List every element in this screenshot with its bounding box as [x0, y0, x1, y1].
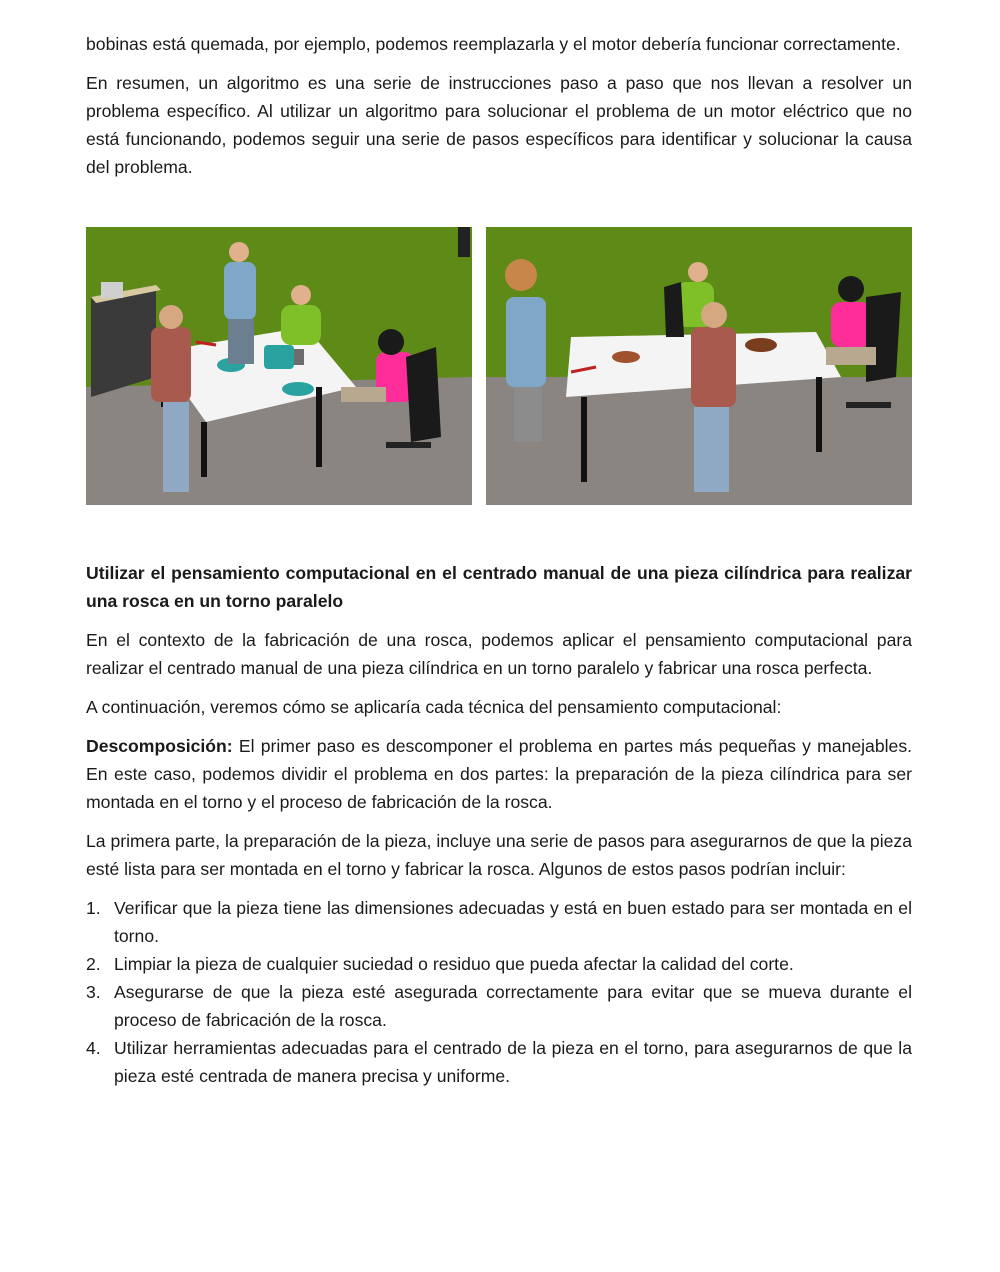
- decomposition-text: El primer paso es descomponer el problema en partes más pequeñas y manejables. En este caso, podemos dividir el problema en dos partes: la preparación de la pieza cilíndrica para ser montada en el torno y el proceso de fabricación de la rosca.: [86, 736, 912, 812]
- list-item-number: 4.: [86, 1038, 101, 1058]
- list-item-text: Verificar que la pieza tiene las dimensiones adecuadas y está en buen estado para ser montada en el torno.: [114, 898, 912, 946]
- paragraph-decomposition: [86, 732, 912, 816]
- list-item-text: Asegurarse de que la pieza esté asegurada correctamente para evitar que se mueva durante el proceso de fabricación de la rosca.: [114, 982, 912, 1030]
- document-page: [86, 30, 912, 1090]
- paragraph-motor-coils: bobinas está quemada, por ejemplo, podemos reemplazarla y el motor debería funcionar correctamente.: [86, 34, 901, 54]
- list-item: [86, 894, 912, 950]
- decomposition-label: Descomposición:: [86, 736, 233, 756]
- section-heading: Utilizar el pensamiento computacional en el centrado manual de una pieza cilíndrica para realizar una rosca en un torno paralelo: [86, 563, 912, 611]
- list-item-text: Limpiar la pieza de cualquier suciedad o residuo que pueda afectar la calidad del corte.: [114, 954, 794, 974]
- paragraph-intro: En el contexto de la fabricación de una rosca, podemos aplicar el pensamiento computacional para realizar el centrado manual de una pieza cilíndrica en un torno paralelo y fabricar una rosca perfecta.: [86, 630, 912, 678]
- list-item-text: Utilizar herramientas adecuadas para el centrado de la pieza en el torno, para asegurarnos de que la pieza esté centrada de manera precisa y uniforme.: [114, 1038, 912, 1086]
- paragraph-algorithm-summary: En resumen, un algoritmo es una serie de instrucciones paso a paso que nos llevan a resolver un problema específico. Al utilizar un algoritmo para solucionar el problema de un motor eléctrico que no está funcionando, podemos seguir una serie de pasos específicos para identificar y solucionar la causa del problema.: [86, 73, 912, 177]
- scene-image-right: [486, 227, 912, 505]
- list-item-number: 1.: [86, 898, 101, 918]
- list-item-number: 3.: [86, 982, 101, 1002]
- paragraph-first-part: La primera parte, la preparación de la pieza, incluye una serie de pasos para asegurarnos de que la pieza esté lista para ser montada en el torno y fabricar la rosca. Algunos de estos pasos podrían incluir:: [86, 831, 912, 879]
- list-item: [86, 950, 912, 978]
- paragraph-lead: A continuación, veremos cómo se aplicaría cada técnica del pensamiento computacional:: [86, 697, 782, 717]
- figure-row: [86, 227, 912, 505]
- list-item-number: 2.: [86, 954, 101, 974]
- scene-image-left: [86, 227, 472, 505]
- list-item: [86, 978, 912, 1034]
- list-item: [86, 1034, 912, 1090]
- steps-list: [86, 894, 912, 1090]
